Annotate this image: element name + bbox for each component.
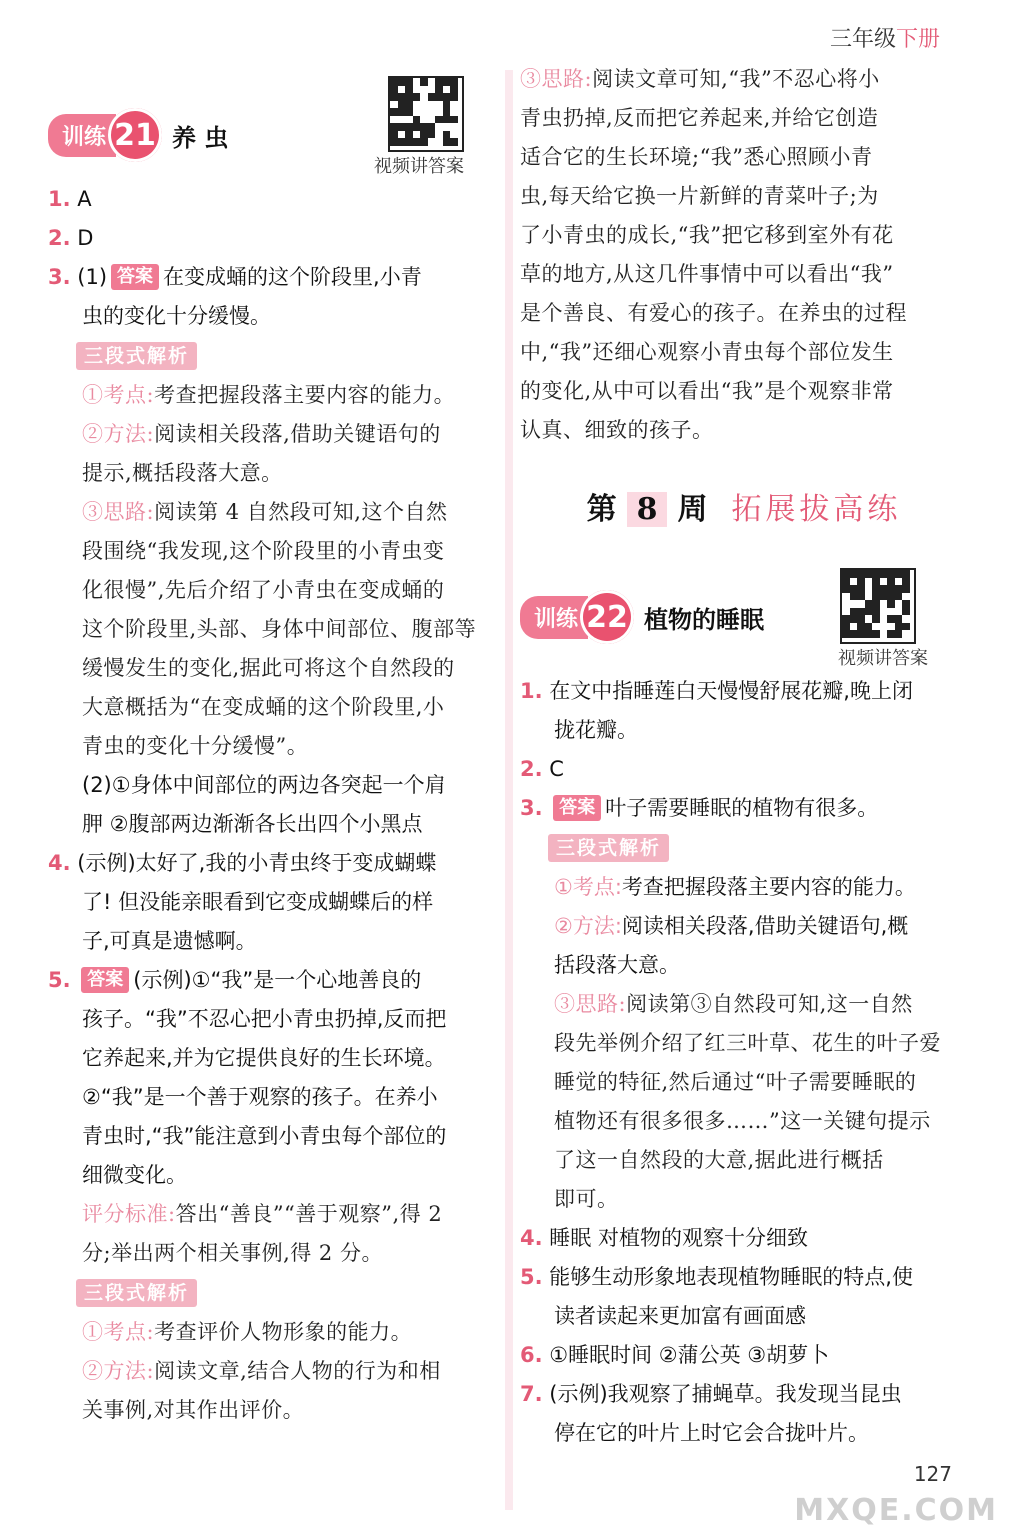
question-number: 3. [48,265,71,289]
watermark: MXQE.COM [794,1493,998,1528]
qr-cell [450,78,458,86]
qr-cell [850,630,858,638]
answer-text: 草的地方,从这几件事情中可以看出“我” [520,262,894,286]
qr-cell [850,585,858,593]
answer-line [48,1234,498,1273]
qr-label: 视频讲答案 [374,156,464,177]
page-number: 127 [913,1462,952,1486]
answer-text: 叶子需要睡眠的植物有很多。 [605,796,879,820]
answer-text: 化很慢”,先后介绍了小青虫在变成蛹的 [82,578,445,602]
answer-line [520,138,968,177]
training-badge [520,590,634,644]
right-column [520,60,968,1453]
qr-cell [390,131,398,139]
answer-line [520,255,968,294]
qr-cell [443,93,451,101]
qr-cell [398,93,406,101]
qr-cell [443,116,451,124]
qr-cell [405,131,413,139]
qr-cell [428,123,436,131]
qr-cell [872,570,880,578]
answer-text: 子,可真是遗憾啊。 [82,929,257,953]
answer-line [520,1375,968,1414]
qr-label: 视频讲答案 [838,648,928,669]
answer-line [48,415,498,454]
qr-cell [405,78,413,86]
answer-line [520,789,968,828]
answer-line [520,216,968,255]
qr-cell [443,108,451,116]
qr-cell [872,600,880,608]
question-number: 5. [520,1265,543,1289]
qr-cell [405,101,413,109]
analysis-tag: 三段式解析 [548,834,669,862]
answer-text: 关事例,对其作出评价。 [82,1398,305,1422]
answer-text: 它养起来,并为它提供良好的生长环境。 [82,1046,446,1070]
analysis-label: ③思路: [82,500,155,524]
question-number: 5. [48,968,71,992]
qr-cell [428,131,436,139]
answer-text: 阅读第 4 自然段可知,这个自然 [154,500,448,524]
answer-line [48,1352,498,1391]
qr-code-icon[interactable] [840,568,916,644]
answer-line [48,180,498,219]
answer-text: 阅读文章可知,“我”不忍心将小 [592,67,880,91]
question-number: 3. [520,796,543,820]
answer-text: 停在它的叶片上时它会合拢叶片。 [554,1421,869,1445]
answer-text: ②“我”是一个善于观察的孩子。在养小 [82,1085,438,1109]
week-suffix: 周 [677,492,708,527]
training-number: 21 [108,108,162,162]
answer-text: A [77,187,92,211]
qr-cell [450,138,458,146]
qr-cell [435,86,443,94]
answer-line [48,297,498,336]
answer-text: 考查把握段落主要内容的能力。 [621,875,916,899]
answer-line [520,294,968,333]
answer-text: 虫的变化十分缓慢。 [82,304,271,328]
qr-cell [872,578,880,586]
qr-cell [842,615,850,623]
answer-text: 阅读相关段落,借助关键语句的 [154,422,441,446]
answer-text: 考查把握段落主要内容的能力。 [154,383,456,407]
answer-text: 在变成蛹的这个阶段里,小青 [163,265,422,289]
answer-text: C [549,757,564,781]
analysis-label: ②方法: [82,1359,155,1383]
answer-text: 中,“我”还细心观察小青虫每个部位发生 [520,340,894,364]
question-number: 4. [520,1226,543,1250]
analysis-label: ①考点: [82,1320,155,1344]
qr-cell [865,600,873,608]
answer-text: 答出“善良”“善于观察”,得 2 [175,1202,443,1226]
qr-cell [895,630,903,638]
qr-cell [405,93,413,101]
answer-line [48,219,498,258]
qr-cell [443,101,451,109]
answer-line [520,1024,968,1063]
answer-line [520,411,968,450]
question-number: 1. [48,187,71,211]
qr-cell [398,108,406,116]
qr-cell [887,600,895,608]
answer-text: (示例)我观察了捕蝇草。我发现当昆虫 [549,1382,902,1406]
qr-cell [887,585,895,593]
answer-text: 胛 ②腹部两边渐渐各长出四个小黑点 [82,812,423,836]
qr-cell [390,86,398,94]
answer-line [520,1414,968,1453]
qr-cell [880,570,888,578]
qr-cell [872,585,880,593]
qr-cell [895,570,903,578]
answer-text: 分;举出两个相关事例,得 2 分。 [82,1241,383,1265]
answer-line [520,60,968,99]
answer-line [48,649,498,688]
qr-cell [872,630,880,638]
answer-tag: 答案 [81,967,129,993]
answer-line [48,766,498,805]
answer-text: 虫,每天给它换一片新鲜的青菜叶子;为 [520,184,879,208]
answer-text: 能够生动形象地表现植物睡眠的特点,使 [549,1265,913,1289]
qr-cell [842,585,850,593]
qr-cell [405,86,413,94]
qr-cell [902,608,910,616]
qr-cell [850,615,858,623]
answer-line [520,750,968,789]
qr-cell [857,630,865,638]
answer-tag: 答案 [553,795,601,821]
answer-text: 青虫扔掉,反而把它养起来,并给它创造 [520,106,879,130]
qr-cell [842,570,850,578]
question-number: 2. [520,757,543,781]
answer-text: 大意概括为“在变成蛹的这个阶段里,小 [82,695,445,719]
answer-text: 即可。 [554,1187,619,1211]
qr-cell [887,570,895,578]
training-21-header [48,60,498,180]
answer-line [520,946,968,985]
answer-line [520,1258,968,1297]
answer-text: 阅读文章,结合人物的行为和相 [154,1359,441,1383]
answer-line [48,454,498,493]
analysis-tag: 三段式解析 [76,342,197,370]
qr-cell [390,78,398,86]
answer-line [48,376,498,415]
answer-text: 在文中指睡莲白天慢慢舒展花瓣,晚上闭 [549,679,913,703]
answer-line [520,1336,968,1375]
answer-text: D [77,226,94,250]
answer-text: 睡觉的特征,然后通过“叶子需要睡眠的 [554,1070,917,1094]
qr-cell [902,623,910,631]
qr-cell [428,93,436,101]
answer-text: 考查评价人物形象的能力。 [154,1320,413,1344]
grade-text: 三年级 [829,27,896,52]
qr-code-icon[interactable] [388,76,464,152]
qr-cell [857,570,865,578]
qr-cell [413,93,421,101]
qr-cell [887,578,895,586]
qr-cell [842,623,850,631]
answer-line [48,1000,498,1039]
answer-text: 适合它的生长环境;“我”悉心照顾小青 [520,145,873,169]
qr-cell [895,585,903,593]
left-answers [48,180,498,1430]
answer-line [520,711,968,750]
qr-cell [398,101,406,109]
right-answers [520,672,968,1453]
qr-cell [850,570,858,578]
answer-line [48,1313,498,1352]
grade-label [830,22,940,53]
qr-cell [850,608,858,616]
left-column [48,60,498,1430]
qr-cell [420,123,428,131]
training-label: 训练 [48,114,116,157]
qr-cell [865,608,873,616]
answer-line [520,333,968,372]
analysis-label: ③思路: [520,67,593,91]
answer-text: 提示,概括段落大意。 [82,461,283,485]
answer-text: 睡眠 对植物的观察十分细致 [549,1226,808,1250]
answer-text: 段围绕“我发现,这个阶段里的小青虫变 [82,539,445,563]
qr-cell [405,138,413,146]
answer-line [520,1219,968,1258]
qr-cell [850,593,858,601]
qr-cell [865,623,873,631]
answer-text: 缓慢发生的变化,据此可将这个自然段的 [82,656,455,680]
training-label: 训练 [520,596,588,639]
answer-line [520,672,968,711]
qr-cell [413,123,421,131]
answer-line [48,922,498,961]
qr-cell [887,630,895,638]
answer-line [520,1180,968,1219]
answer-line [48,883,498,922]
answer-text: 植物还有很多很多……”这一关键句提示 [554,1109,931,1133]
answer-line [48,571,498,610]
answer-text: 这个阶段里,头部、身体中间部位、腹部等 [82,617,477,641]
sub-number: (1) [77,265,108,289]
answer-line [48,1039,498,1078]
qr-cell [895,615,903,623]
answer-line [48,844,498,883]
analysis-label: ③思路: [554,992,627,1016]
qr-cell [902,570,910,578]
answer-line [48,610,498,649]
answer-line [520,372,968,411]
training-badge [48,108,162,162]
answer-text: (示例)太好了,我的小青虫终于变成蝴蝶 [77,851,437,875]
answer-line [48,532,498,571]
answer-tag: 答案 [111,264,159,290]
qr-cell [405,108,413,116]
answer-line [520,868,968,907]
question-number: 1. [520,679,543,703]
qr-cell [420,131,428,139]
answer-line [48,1078,498,1117]
qr-cell [887,593,895,601]
qr-cell [398,123,406,131]
answer-text: 读者读起来更加富有画面感 [554,1304,806,1328]
qr-cell [895,623,903,631]
volume-text: 下册 [895,27,940,52]
qr-cell [435,93,443,101]
qr-cell [842,578,850,586]
qr-cell [902,578,910,586]
answer-line [48,1195,498,1234]
answer-line [520,1063,968,1102]
answer-text: 认真、细致的孩子。 [520,418,714,442]
answer-text: 拢花瓣。 [554,718,638,742]
qr-cell [902,600,910,608]
answer-text: 阅读相关段落,借助关键语句,概 [621,914,909,938]
answer-text: 的变化,从中可以看出“我”是个观察非常 [520,379,894,403]
qr-cell [443,131,451,139]
answer-text: 细微变化。 [82,1163,187,1187]
qr-cell [857,585,865,593]
answer-text: 段先举例介绍了红三叶草、花生的叶子爱 [554,1031,941,1055]
qr-cell [872,608,880,616]
qr-cell [435,78,443,86]
answer-line [520,1141,968,1180]
answer-text: 青虫时,“我”能注意到小青虫每个部位的 [82,1124,447,1148]
qr-cell [872,593,880,601]
qr-cell [902,585,910,593]
qr-cell [857,608,865,616]
analysis-label: ①考点: [82,383,155,407]
answer-line [48,961,498,1000]
qr-cell [420,138,428,146]
qr-cell [420,78,428,86]
training-title: 植物的睡眠 [644,605,764,634]
qr-cell [857,593,865,601]
qr-cell [413,116,421,124]
question-number: 7. [520,1382,543,1406]
answer-line [48,727,498,766]
answer-line [520,985,968,1024]
answer-line [48,493,498,532]
answer-text: 括段落大意。 [554,953,680,977]
week-prefix: 第 [586,492,617,527]
qr-cell [443,78,451,86]
qr-cell [390,138,398,146]
answer-line [48,1156,498,1195]
qr-cell [865,570,873,578]
answer-line [48,688,498,727]
answer-text: (2)①身体中间部位的两边各突起一个肩 [82,773,446,797]
answer-line [48,805,498,844]
question-number: 4. [48,851,71,875]
qr-cell [895,593,903,601]
question-number: 6. [520,1343,543,1367]
answer-text: 了小青虫的成长,“我”把它移到室外有花 [520,223,894,247]
answer-line [520,1102,968,1141]
qr-cell [390,93,398,101]
qr-cell [435,116,443,124]
qr-cell [450,86,458,94]
training-title: 养 虫 [172,123,229,152]
answer-line [520,1297,968,1336]
answer-line [48,1117,498,1156]
answer-line [520,99,968,138]
answer-text: 青虫的变化十分缓慢”。 [82,734,309,758]
qr-cell [413,138,421,146]
analysis-tag: 三段式解析 [76,1279,197,1307]
analysis-label: ①考点: [554,875,622,899]
qr-cell [880,593,888,601]
question-number: 2. [48,226,71,250]
qr-cell [872,615,880,623]
qr-cell [390,123,398,131]
qr-cell [398,138,406,146]
qr-cell [865,630,873,638]
qr-cell [450,93,458,101]
training-number: 22 [580,590,634,644]
answer-line [48,1391,498,1430]
answer-text: 是个善良、有爱心的孩子。在养虫的过程 [520,301,907,325]
qr-cell [398,78,406,86]
analysis-label: 评分标准: [82,1202,176,1226]
week-number: 8 [627,492,668,527]
qr-cell [405,123,413,131]
answer-line [520,177,968,216]
answer-text: 孩子。“我”不忍心把小青虫扔掉,反而把 [82,1007,447,1031]
qr-cell [390,108,398,116]
qr-cell [857,615,865,623]
qr-cell [443,138,451,146]
answer-text: (示例)①“我”是一个心地善良的 [133,968,422,992]
answer-text: 了这一自然段的大意,据此进行概括 [554,1148,884,1172]
answer-line [48,258,498,297]
qr-cell [857,578,865,586]
week-title: 拓展拔高练 [731,492,902,527]
training-22-header [520,568,968,672]
analysis-label: ②方法: [82,422,155,446]
answer-text: ①睡眠时间 ②蒲公英 ③胡萝卜 [549,1343,830,1367]
right-continued-analysis [520,60,968,450]
qr-cell [887,615,895,623]
qr-cell [857,623,865,631]
qr-cell [880,585,888,593]
answer-text: 了! 但没能亲眼看到它变成蝴蝶后的样 [82,890,434,914]
qr-cell [842,630,850,638]
answer-text: 阅读第③自然段可知,这一自然 [626,992,913,1016]
analysis-label: ②方法: [554,914,622,938]
answer-line [520,907,968,946]
week-heading [520,484,968,528]
column-divider [505,70,513,1510]
qr-cell [450,116,458,124]
